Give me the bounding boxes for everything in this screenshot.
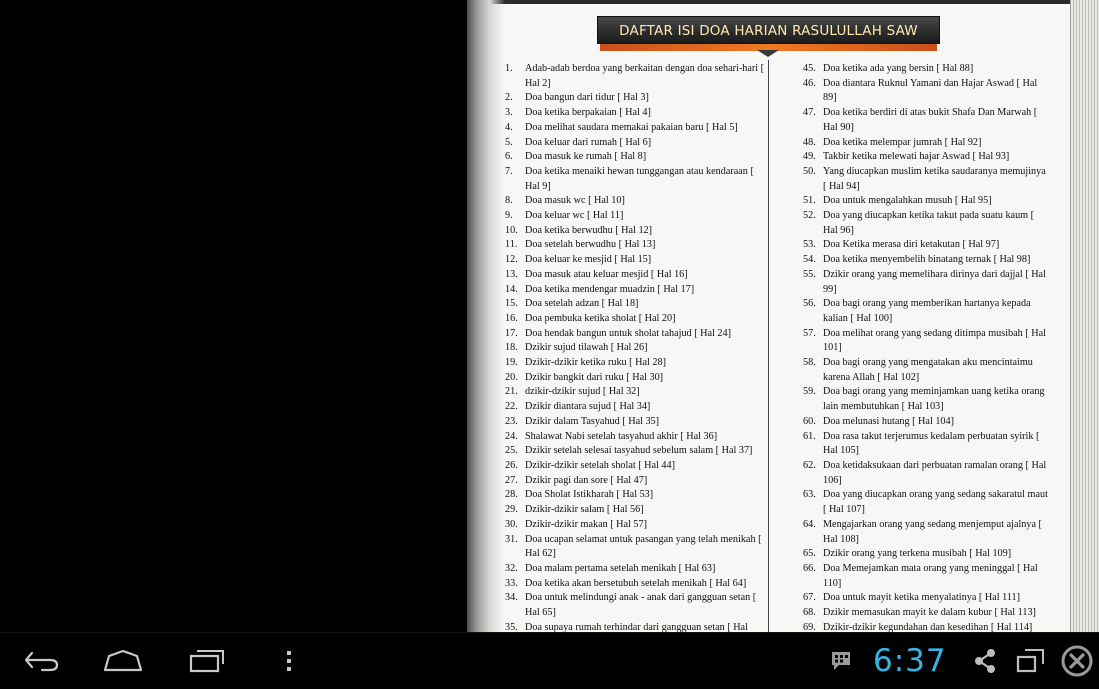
toc-entry-text: Doa bagi orang yang meminjamkan uang ketika orang lain membutuhkan [ Hal 103] xyxy=(823,386,1045,413)
toc-entry[interactable] xyxy=(505,165,767,194)
toc-entry-text: Doa bagi orang yang mengatakan aku mencintaimu karena Allah [ Hal 102] xyxy=(823,357,1033,383)
toc-entry-text: Mengajarkan orang yang sedang menjemput ajalnya [ Hal 108] xyxy=(823,518,1042,545)
toc-entry-number: 49. xyxy=(803,151,816,163)
toc-entry-number: 51. xyxy=(803,195,816,207)
toc-entry-text: Doa keluar wc [ Hal 11] xyxy=(525,210,624,222)
back-icon xyxy=(22,649,60,673)
toc-entry-text: Doa yang diucapkan orang yang sedang sakaratul maut [ Hal 107] xyxy=(823,489,1048,516)
toc-entry[interactable] xyxy=(505,268,767,283)
toc-entry-number: 12. xyxy=(505,254,518,266)
toc-entry-number: 14. xyxy=(505,283,518,295)
toc-entry-text: Doa untuk mayit ketika menyalatinya [ Hal 111] xyxy=(823,592,1020,604)
back-button[interactable] xyxy=(18,633,64,689)
column-divider xyxy=(768,60,769,632)
toc-entry-number: 23. xyxy=(505,415,518,427)
toc-entry-number: 18. xyxy=(505,342,518,354)
toc-entry-number: 7. xyxy=(505,165,513,177)
toc-entry[interactable] xyxy=(505,474,767,489)
page-stack-edge xyxy=(1070,0,1099,632)
toc-entry-number: 11. xyxy=(505,239,518,251)
toc-entry[interactable] xyxy=(803,106,1051,135)
toc-entry[interactable] xyxy=(803,209,1051,238)
toc-entry-text: Dzikir setelah selesai tasyahud sebelum salam [ Hal 37] xyxy=(525,445,753,457)
toc-entry-number: 30. xyxy=(505,518,518,530)
toc-entry[interactable] xyxy=(505,150,767,165)
toc-entry[interactable] xyxy=(505,562,767,577)
toc-entry-text: Doa rasa takut terjerumus kedalam perbuatan syirik [ Hal 105] xyxy=(823,430,1040,457)
window-button[interactable] xyxy=(1013,633,1047,689)
toc-entry[interactable] xyxy=(803,62,1051,77)
toc-entry[interactable] xyxy=(505,224,767,239)
toc-entry[interactable] xyxy=(505,503,767,518)
toc-entry[interactable] xyxy=(803,562,1051,591)
toc-entry-number: 66. xyxy=(803,562,816,574)
toc-entry-text: Doa Memejamkan mata orang yang meninggal [ Hal 110] xyxy=(823,562,1038,589)
toc-entry-number: 48. xyxy=(803,136,816,148)
toc-entry-number: 31. xyxy=(505,533,518,545)
book-page[interactable] xyxy=(467,0,1099,632)
toc-entry[interactable] xyxy=(505,136,767,151)
toc-entry[interactable] xyxy=(803,253,1051,268)
toc-entry[interactable] xyxy=(505,400,767,415)
title-banner xyxy=(597,16,940,54)
toc-entry-text: Doa masuk atau keluar mesjid [ Hal 16] xyxy=(525,268,688,280)
toc-entry-text: Doa keluar dari rumah [ Hal 6] xyxy=(525,136,652,148)
toc-entry-text: Doa malam pertama setelah menikah [ Hal 63] xyxy=(525,562,716,574)
toc-entry-text: Doa ketika mendengar muadzin [ Hal 17] xyxy=(525,283,695,295)
toc-entry-text: Shalawat Nabi setelah tasyahud akhir [ Hal 36] xyxy=(525,430,718,442)
home-icon xyxy=(102,649,144,673)
status-clock: 6:37 xyxy=(873,643,947,679)
toc-entry-text: Doa ketika menaiki hewan tunggangan atau kendaraan [ Hal 9] xyxy=(525,165,754,192)
toc-entry[interactable] xyxy=(505,121,767,136)
toc-entry-number: 16. xyxy=(505,312,518,324)
toc-entry-text: Dzikir pagi dan sore [ Hal 47] xyxy=(525,474,648,486)
toc-entry-text: Dzikir-dzikir ketika ruku [ Hal 28] xyxy=(525,357,666,369)
toc-entry[interactable] xyxy=(505,371,767,386)
toc-entry-number: 4. xyxy=(505,121,513,133)
toc-entry-number: 61. xyxy=(803,430,816,442)
toc-entry-text: Doa ketika berdiri di atas bukit Shafa Dan Marwah [ Hal 90] xyxy=(823,107,1038,133)
toc-entry-number: 8. xyxy=(505,195,513,207)
toc-entry-text: Doa ketidaksukaan dari perbuatan ramalan orang [ Hal 106] xyxy=(823,459,1047,486)
menu-icon xyxy=(286,650,292,672)
toc-entry-number: 2. xyxy=(505,92,513,104)
toc-entry[interactable] xyxy=(803,591,1051,606)
toc-entry-number: 52. xyxy=(803,210,816,222)
toc-entry[interactable] xyxy=(803,547,1051,562)
toc-entry-number: 33. xyxy=(505,577,518,589)
toc-entry-text: Doa ketika akan bersetubuh setelah menikah [ Hal 64] xyxy=(525,577,747,589)
toc-entry-text: Doa setelah adzan [ Hal 18] xyxy=(525,298,639,310)
toc-entry-number: 46. xyxy=(803,77,816,89)
toc-entry-number: 47. xyxy=(803,107,816,119)
toc-entry-number: 28. xyxy=(505,489,518,501)
toc-entry[interactable] xyxy=(803,415,1051,430)
toc-entry-number: 6. xyxy=(505,151,513,163)
toc-entry-number: 56. xyxy=(803,298,816,310)
toc-entry-text: Dzikir sujud tilawah [ Hal 26] xyxy=(525,342,648,354)
toc-entry-number: 5. xyxy=(505,136,513,148)
toc-entry-text: Doa Sholat Istikharah [ Hal 53] xyxy=(525,489,654,501)
toc-entry-text: Doa melihat saudara memakai pakaian baru [ Hal 5] xyxy=(525,121,738,133)
page-title: DAFTAR ISI DOA HARIAN RASULULLAH SAW xyxy=(597,16,940,44)
toc-entry-text: Doa ketika menyembelih binatang ternak [ Hal 98] xyxy=(823,254,1031,266)
toc-entry-text: Doa Ketika merasa diri ketakutan [ Hal 97] xyxy=(823,239,1000,251)
toc-entry-number: 13. xyxy=(505,268,518,280)
toc-entry-text: Doa setelah berwudhu [ Hal 13] xyxy=(525,239,656,251)
toc-entry-number: 59. xyxy=(803,386,816,398)
toc-entry[interactable] xyxy=(803,297,1051,326)
notification-button[interactable] xyxy=(826,633,856,689)
toc-entry[interactable] xyxy=(505,356,767,371)
toc-right-column xyxy=(803,62,1051,632)
toc-entry-number: 29. xyxy=(505,504,518,516)
toc-entry-number: 26. xyxy=(505,459,518,471)
toc-entry[interactable] xyxy=(505,518,767,533)
toc-entry[interactable] xyxy=(505,591,767,620)
toc-entry-text: Doa bangun dari tidur [ Hal 3] xyxy=(525,92,649,104)
toc-entry-text: Dzikir-dzikir salam [ Hal 56] xyxy=(525,504,644,516)
toc-entry-text: Dzikir dalam Tasyahud [ Hal 35] xyxy=(525,415,660,427)
toc-entry-number: 32. xyxy=(505,562,518,574)
toc-entry-number: 9. xyxy=(505,210,513,222)
toc-entry[interactable] xyxy=(505,106,767,121)
toc-entry-text: Doa keluar ke mesjid [ Hal 15] xyxy=(525,254,652,266)
toc-entry-number: 25. xyxy=(505,445,518,457)
notification-icon xyxy=(829,649,853,673)
toc-entry-number: 1. xyxy=(505,63,513,74)
toc-entry-number: 19. xyxy=(505,357,518,369)
toc-entry-text: Doa supaya rumah terhindar dari gangguan setan [ Hal xyxy=(525,621,748,632)
home-button[interactable] xyxy=(100,633,146,689)
toc-entry[interactable] xyxy=(505,341,767,356)
toc-entry-text: Doa masuk ke rumah [ Hal 8] xyxy=(525,151,647,163)
toc-entry[interactable] xyxy=(505,385,767,400)
toc-entry[interactable] xyxy=(505,238,767,253)
toc-entry-text: Doa melunasi hutang [ Hal 104] xyxy=(823,415,954,427)
toc-entry-text: Doa yang diucapkan ketika takut pada suatu kaum [ Hal 96] xyxy=(823,210,1035,236)
toc-entry-number: 65. xyxy=(803,548,816,560)
toc-entry-text: Dzikir-dzikir setelah sholat [ Hal 44] xyxy=(525,459,676,471)
share-button[interactable] xyxy=(970,633,1000,689)
banner-tip xyxy=(757,50,779,57)
toc-entry[interactable] xyxy=(505,533,767,562)
toc-entry-text: Doa untuk melindungi anak - anak dari gangguan setan [ Hal 65] xyxy=(525,592,757,619)
toc-entry[interactable] xyxy=(505,194,767,209)
overflow-menu-button[interactable] xyxy=(278,633,300,689)
toc-entry-number: 17. xyxy=(505,327,518,339)
toc-entry-text: Yang diucapkan muslim ketika saudaranya memujinya [ Hal 94] xyxy=(823,165,1046,192)
toc-entry-number: 45. xyxy=(803,63,816,74)
toc-entry-number: 22. xyxy=(505,401,518,413)
toc-entry[interactable] xyxy=(505,62,767,91)
toc-entry-text: Doa bagi orang yang memberikan hartanya kepada kalian [ Hal 100] xyxy=(823,298,1031,324)
close-button[interactable] xyxy=(1058,633,1096,689)
recent-apps-icon xyxy=(187,649,227,673)
page-top-edge xyxy=(467,0,1099,4)
toc-entry-number: 64. xyxy=(803,518,816,530)
toc-entry-number: 3. xyxy=(505,107,513,119)
toc-entry-number: 27. xyxy=(505,474,518,486)
toc-entry-text: Doa melihat orang yang sedang ditimpa musibah [ Hal 101] xyxy=(823,327,1046,354)
toc-entry-text: Doa ucapan selamat untuk pasangan yang telah menikah [ Hal 62] xyxy=(525,533,762,560)
toc-entry[interactable] xyxy=(803,194,1051,209)
toc-entry-number: 58. xyxy=(803,357,816,369)
toc-entry-number: 34. xyxy=(505,592,518,604)
toc-entry-text: Doa masuk wc [ Hal 10] xyxy=(525,195,625,207)
toc-entry[interactable] xyxy=(803,268,1051,297)
toc-entry-number: 57. xyxy=(803,327,816,339)
toc-entry[interactable] xyxy=(505,283,767,298)
toc-entry-text: Doa hendak bangun untuk sholat tahajud [ Hal 24] xyxy=(525,327,731,339)
toc-entry-number: 21. xyxy=(505,386,518,398)
toc-entry-number: 53. xyxy=(803,239,816,251)
toc-entry-number: 68. xyxy=(803,607,816,619)
toc-entry[interactable] xyxy=(505,91,767,106)
toc-entry[interactable] xyxy=(505,430,767,445)
toc-entry[interactable] xyxy=(505,488,767,503)
share-icon xyxy=(973,648,997,674)
toc-entry[interactable] xyxy=(803,327,1051,356)
toc-entry-text: Doa ketika ada yang bersin [ Hal 88] xyxy=(823,63,974,74)
toc-entry[interactable] xyxy=(505,312,767,327)
toc-entry[interactable] xyxy=(803,606,1051,621)
toc-entry-text: Dzikir orang yang memelihara dirinya dari dajjal [ Hal 99] xyxy=(823,268,1046,295)
toc-entry-number: 20. xyxy=(505,371,518,383)
toc-entry[interactable] xyxy=(505,459,767,474)
toc-entry-number: 24. xyxy=(505,430,518,442)
toc-entry-number: 55. xyxy=(803,268,816,280)
toc-entry-text: Doa pembuka ketika sholat [ Hal 20] xyxy=(525,312,676,324)
toc-entry-text: Takbir ketika melewati hajar Aswad [ Hal 93] xyxy=(823,151,1010,163)
toc-entry[interactable] xyxy=(803,165,1051,194)
toc-entry[interactable] xyxy=(505,327,767,342)
toc-entry-text: Doa ketika berpakaian [ Hal 4] xyxy=(525,107,651,119)
toc-entry[interactable] xyxy=(803,518,1051,547)
toc-entry-number: 63. xyxy=(803,489,816,501)
window-icon xyxy=(1015,648,1045,674)
toc-entry-text: Dzikir memasukan mayit ke dalam kubur [ Hal 113] xyxy=(823,607,1036,619)
toc-entry-text: Dzikir-dzikir kegundahan dan kesedihan [ Hal 114] xyxy=(823,621,1033,632)
toc-entry-number: 54. xyxy=(803,254,816,266)
toc-entry-number: 35. xyxy=(505,621,518,632)
toc-entry[interactable] xyxy=(505,621,767,632)
close-icon xyxy=(1060,644,1094,678)
toc-entry-text: Dzikir-dzikir makan [ Hal 57] xyxy=(525,518,648,530)
toc-entry[interactable] xyxy=(505,444,767,459)
toc-entry-text: Doa ketika melempar jumrah [ Hal 92] xyxy=(823,136,982,148)
toc-entry[interactable] xyxy=(505,297,767,312)
toc-entry-text: Doa diantara Ruknul Yamani dan Hajar Aswad [ Hal 89] xyxy=(823,77,1038,104)
book-spine-shadow xyxy=(467,0,505,632)
toc-entry-text: Dzikir bangkit dari ruku [ Hal 30] xyxy=(525,371,664,383)
toc-entry-text: Doa ketika berwudhu [ Hal 12] xyxy=(525,224,653,236)
toc-entry-number: 10. xyxy=(505,224,518,236)
toc-entry-text: dzikir-dzikir sujud [ Hal 32] xyxy=(525,386,640,398)
toc-entry[interactable] xyxy=(505,209,767,224)
system-navigation-bar xyxy=(0,632,1099,689)
toc-entry[interactable] xyxy=(505,253,767,268)
toc-entry-text: Dzikir orang yang terkena musibah [ Hal 109] xyxy=(823,548,1012,560)
toc-entry[interactable] xyxy=(803,488,1051,517)
toc-entry[interactable] xyxy=(803,136,1051,151)
toc-entry[interactable] xyxy=(505,577,767,592)
toc-entry-number: 15. xyxy=(505,298,518,310)
toc-entry[interactable] xyxy=(803,621,1051,632)
toc-entry[interactable] xyxy=(803,150,1051,165)
toc-entry-number: 67. xyxy=(803,592,816,604)
toc-entry-number: 50. xyxy=(803,165,816,177)
recent-apps-button[interactable] xyxy=(184,633,230,689)
toc-entry-text: Adab-adab berdoa yang berkaitan dengan doa sehari-hari [ Hal 2] xyxy=(525,63,765,89)
toc-entry[interactable] xyxy=(803,77,1051,106)
toc-entry[interactable] xyxy=(803,385,1051,414)
toc-entry[interactable] xyxy=(803,459,1051,488)
toc-left-column xyxy=(505,62,767,632)
toc-entry-number: 69. xyxy=(803,621,816,632)
toc-entry-text: Doa untuk mengalahkan musuh [ Hal 95] xyxy=(823,195,992,207)
toc-entry[interactable] xyxy=(803,356,1051,385)
toc-entry[interactable] xyxy=(505,415,767,430)
toc-entry-text: Dzikir diantara sujud [ Hal 34] xyxy=(525,401,651,413)
toc-entry-number: 62. xyxy=(803,459,816,471)
toc-entry[interactable] xyxy=(803,238,1051,253)
toc-entry[interactable] xyxy=(803,430,1051,459)
toc-entry-number: 60. xyxy=(803,415,816,427)
